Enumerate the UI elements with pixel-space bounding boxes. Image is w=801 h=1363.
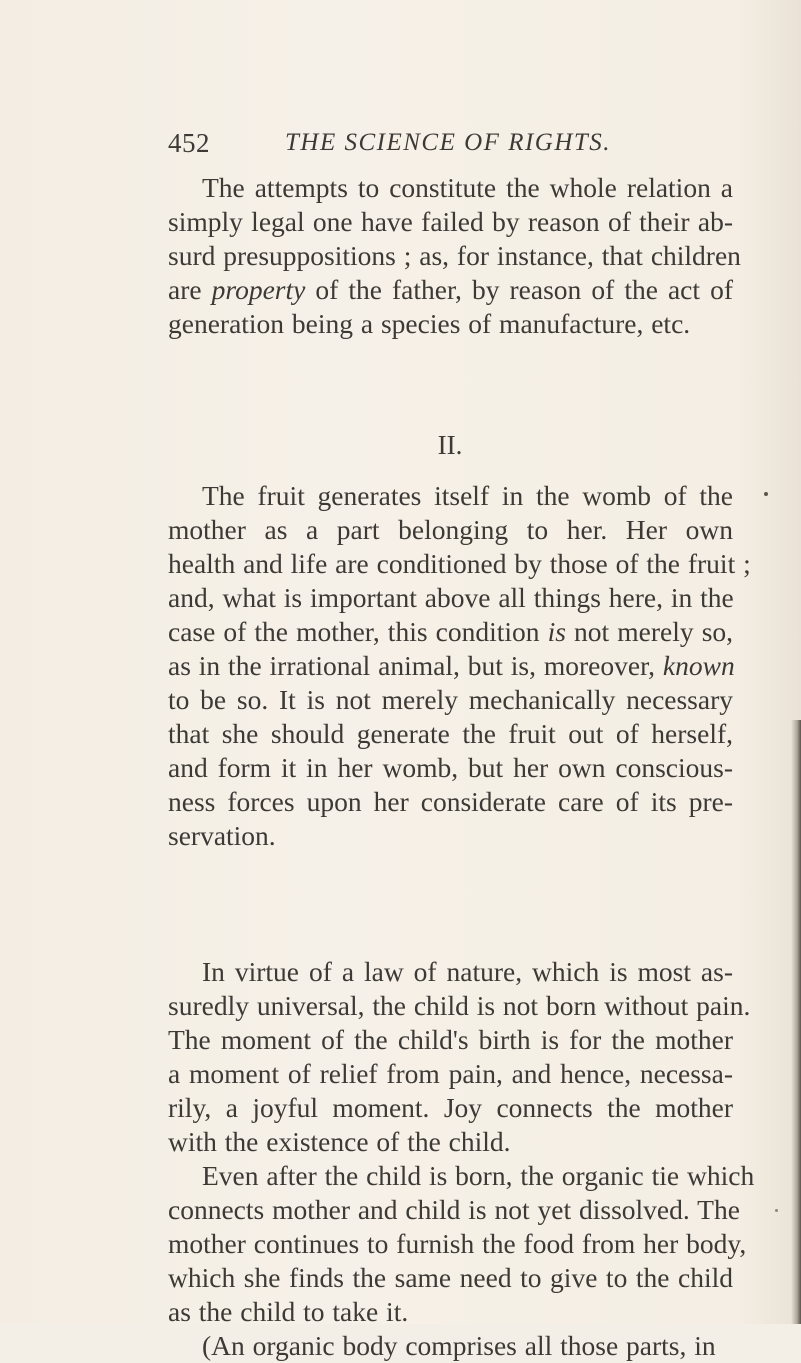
paragraph-4 — [168, 1159, 755, 1363]
text-line: connects mother and child is not yet dissolved. The — [168, 1194, 740, 1225]
paragraph-1 — [168, 171, 741, 341]
text-line: which she finds the same need to give to the child — [168, 1262, 733, 1293]
text-line: generation being a species of manufacture, etc. — [168, 308, 691, 339]
text-line: a moment of relief from pain, and hence, necessa- — [168, 1058, 733, 1089]
italic-word: is — [547, 616, 566, 647]
text-line: with the existence of the child. — [168, 1126, 511, 1157]
text-line: and, what is important above all things here, in the — [168, 582, 734, 613]
text-line: Even after the child is born, the organic tie which — [202, 1160, 755, 1191]
text-line: and form it in her womb, but her own conscious- — [168, 752, 733, 783]
text-segment: as in the irrational animal, but is, moreover, — [168, 650, 656, 681]
text-line: mother as a part belonging to her. Her own — [168, 514, 733, 545]
text-line: The fruit generates itself in the womb of the — [202, 480, 733, 511]
page-header — [168, 128, 728, 162]
italic-word: property — [211, 274, 306, 305]
text-line: The attempts to constitute the whole relation a — [202, 172, 733, 203]
text-line: to be so. It is not merely mechanically necessary — [168, 684, 733, 715]
text-segment: not merely so, — [574, 616, 734, 647]
text-line: surd presuppositions ; as, for instance, that children — [168, 240, 741, 271]
text-line: The moment of the child's birth is for the mother — [168, 1024, 733, 1055]
text-line: (An organic body comprises all those parts, in — [202, 1330, 716, 1361]
paragraph-3 — [168, 955, 751, 1159]
text-line — [168, 649, 733, 683]
margin-mark — [764, 492, 768, 496]
text-line: ness forces upon her considerate care of its pre- — [168, 786, 733, 817]
text-line: servation. — [168, 820, 276, 851]
text-line — [168, 615, 733, 649]
text-segment: of the father, by reason of the act of — [315, 274, 733, 305]
margin-mark — [775, 1209, 778, 1212]
page-edge-shadow — [791, 720, 801, 1324]
text-line: suredly universal, the child is not born without pain. — [168, 990, 751, 1021]
text-line: as the child to take it. — [168, 1296, 409, 1327]
text-line — [168, 273, 733, 307]
text-line: mother continues to furnish the food from her body, — [168, 1228, 747, 1259]
italic-word: known — [662, 650, 735, 681]
text-line: simply legal one have failed by reason of their ab- — [168, 206, 733, 237]
section-number: II. — [437, 430, 463, 460]
paragraph-2 — [168, 479, 751, 853]
running-head: THE SCIENCE OF RIGHTS. — [285, 129, 612, 156]
page-number: 452 — [168, 128, 210, 158]
text-segment: are — [168, 274, 202, 305]
text-line: In virtue of a law of nature, which is most as- — [202, 956, 733, 987]
text-line: that she should generate the fruit out of herself, — [168, 718, 733, 749]
text-line: rily, a joyful moment. Joy connects the mother — [168, 1092, 733, 1123]
text-line: health and life are conditioned by those of the fruit ; — [168, 548, 751, 579]
text-segment: case of the mother, this condition — [168, 616, 540, 647]
